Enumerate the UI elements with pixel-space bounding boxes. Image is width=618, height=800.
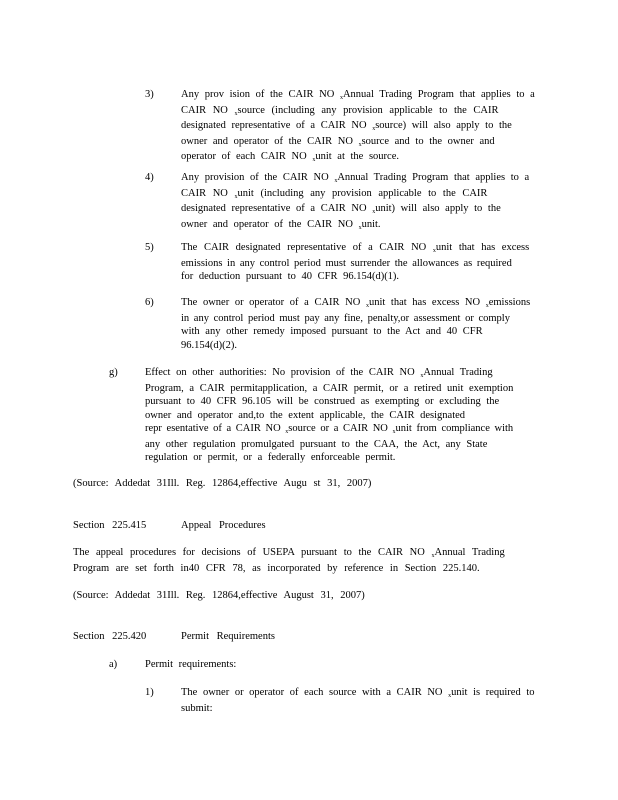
text-line: designated representative of a CAIR NO $_x$unit) will also apply to the [181,203,501,215]
text-line: The appeal procedures for decisions of USEPA pursuant to the CAIR NO $_x$Annual Trading [73,547,505,559]
text-line: emissions in any control period must surrender the allowances as required [181,257,512,269]
source-note: (Source: Addedat 31Ill. Reg. 12864,effective August 31, 2007) [73,590,365,601]
text-line: with any other remedy imposed pursuant to the Act and 40 CFR [181,326,483,337]
item-text [181,296,541,352]
text-line: operator of each CAIR NO $_x$unit at the source. [181,151,399,163]
text-line: Program, a CAIR permitapplication, a CAIR permit, or a retired unit exemption [145,382,514,394]
text-line: Any provision of the CAIR NO $_x$Annual Trading Program that applies to a [181,172,530,184]
item-text [181,171,541,233]
text-line: CAIR NO $_x$source (including any provision applicable to the CAIR [181,104,499,117]
appeal-paragraph [73,546,543,575]
item-number: 6) [145,297,154,308]
item-number: 3) [145,89,154,100]
text-line: repr esentative of a CAIR NO $_x$source or a CAIR NO $_x$unit from compliance with [145,423,514,435]
text-line: for deduction pursuant to 40 CFR 96.154(d)(1). [181,271,400,282]
item-text [181,88,541,166]
subsection-text: Permit requirements: [145,659,237,670]
item-number: 5) [145,242,154,253]
subsection-label: a) [109,659,118,670]
text-line: designated representative of a CAIR NO $_x$source) will also apply to the [181,120,512,132]
item-number: 4) [145,172,154,183]
text-line: owner and operator of the CAIR NO $_x$source and to the owner and [181,135,495,148]
subsection-label: g) [109,367,118,378]
item-number: 1) [145,687,154,698]
text-line: in any control period must pay any fine, penalty,or assessment or comply [181,312,510,324]
section-number: Section 225.420 [73,631,147,642]
text-line: any other regulation promulgated pursuant to the CAA, the Act, any State [145,438,488,450]
text-line: The owner or operator of each source with a CAIR NO $_x$unit is required to [181,687,535,699]
source-note: (Source: Addedat 31Ill. Reg. 12864,effective Augu st 31, 2007) [73,478,372,489]
section-number: Section 225.415 [73,520,147,531]
text-line: The CAIR designated representative of a CAIR NO $_x$unit that has excess [181,242,530,254]
text-line: regulation or permit, or a federally enforceable permit. [145,452,396,463]
text-line: CAIR NO $_x$unit (including any provision applicable to the CAIR [181,187,488,200]
section-title: Appeal Procedures [181,520,266,531]
item-text [181,241,541,284]
text-line: owner and operator of the CAIR NO $_x$unit. [181,218,381,231]
text-line: The owner or operator of a CAIR NO $_x$unit that has excess NO $_x$emissions [181,297,531,309]
text-line: Effect on other authorities: No provision of the CAIR NO $_x$Annual Trading [145,367,493,379]
text-line: pursuant to 40 CFR 96.105 will be construed as exempting or excluding the [145,396,500,407]
text-line: Any prov ision of the CAIR NO $_x$Annual Trading Program that applies to a [181,89,535,101]
text-line: owner and operator and,to the extent applicable, the CAIR designated [145,409,466,421]
text-line: 96.154(d)(2). [181,339,237,351]
text-line: submit: [181,702,213,714]
section-title: Permit Requirements [181,631,275,642]
item-text [181,686,541,715]
text-line: Program are set forth in40 CFR 78, as incorporated by reference in Section 225.140. [73,562,480,574]
subsection-text [145,366,545,465]
